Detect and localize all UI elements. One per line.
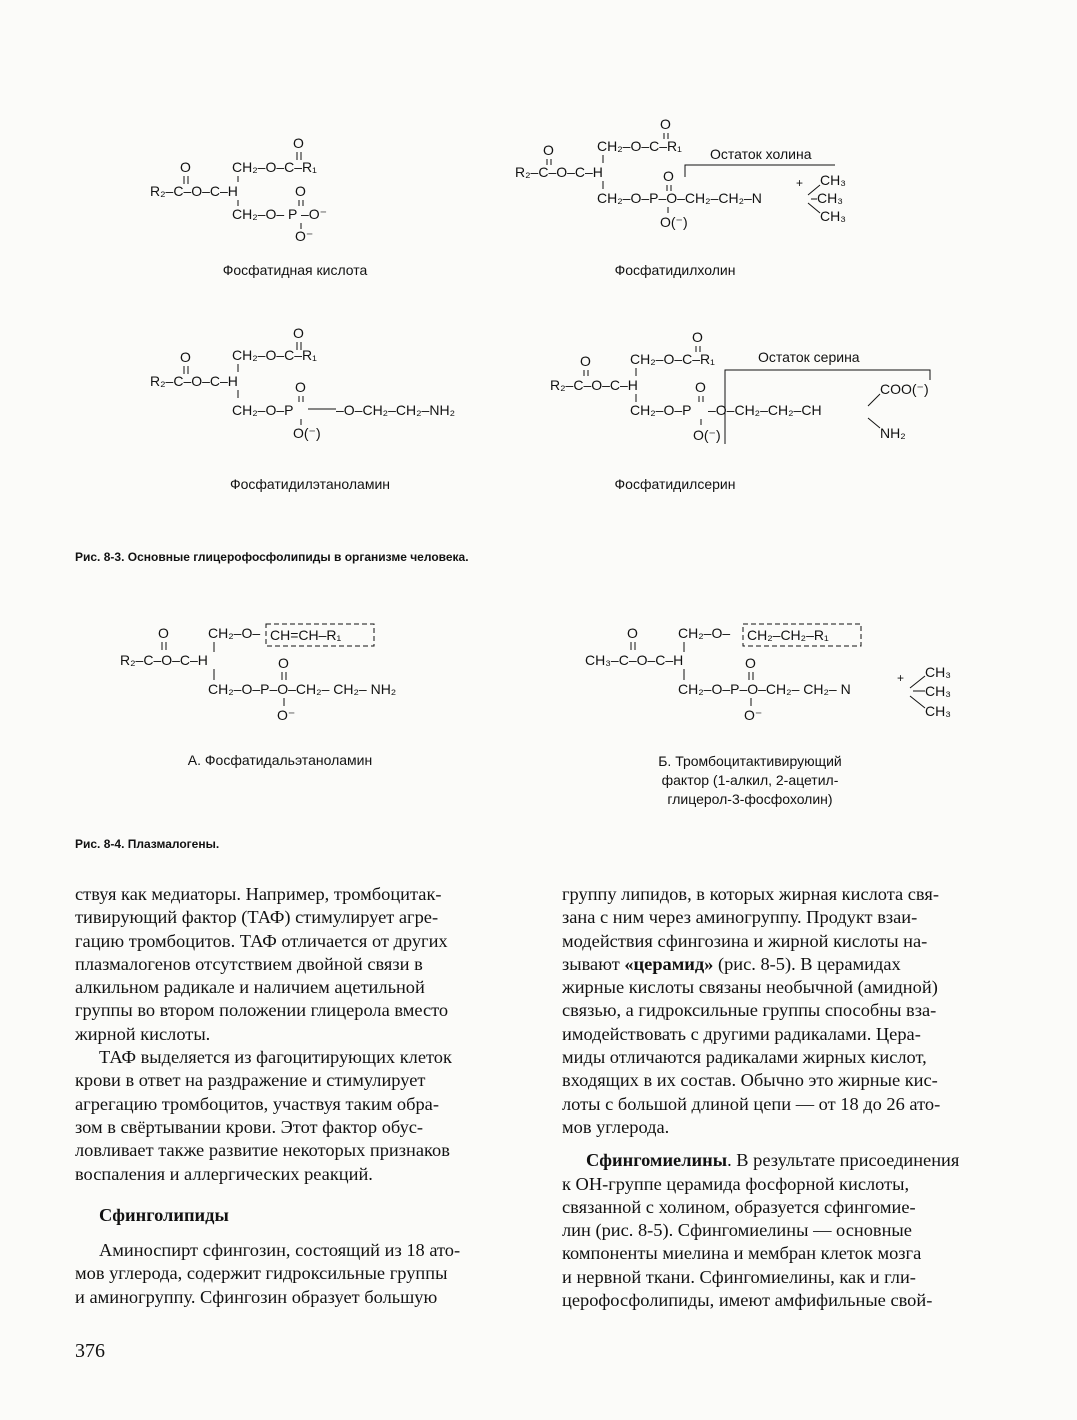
- svg-text:CH₃: CH₃: [925, 664, 951, 680]
- svg-text:R₂–C–O–C–H: R₂–C–O–C–H: [150, 183, 238, 199]
- svg-text:O⁻: O⁻: [744, 707, 763, 723]
- text-fragment: (рис. 8-5). В церамидах: [713, 953, 901, 974]
- svg-text:O: O: [180, 349, 191, 365]
- text-fragment: зывают: [562, 953, 625, 974]
- caption-phosphatidylcholine: Фосфатидилхолин: [614, 262, 736, 278]
- svg-text:CH₂–CH₂–R₁: CH₂–CH₂–R₁: [747, 627, 829, 643]
- text-line: плазмалогенов отсутствием двойной связи в: [75, 953, 423, 974]
- text-line: гацию тромбоцитов. ТАФ отличается от других: [75, 930, 448, 951]
- svg-text:NH₂: NH₂: [880, 425, 906, 441]
- svg-text:+: +: [897, 671, 905, 685]
- text-line: компоненты миелина и мембран клеток мозга: [562, 1243, 922, 1264]
- caption-phosphatidalethanolamine: А. Фосфатидальэтаноламин: [187, 752, 373, 768]
- text-line: Аминоспирт сфингозин, состоящий из 18 ато-: [99, 1240, 461, 1261]
- svg-text:CH₂–O–P: CH₂–O–P: [630, 402, 692, 418]
- text-line: миды отличаются радикалами жирных кислот,: [562, 1047, 927, 1068]
- caption-paf: [610, 752, 890, 809]
- svg-text:–O–CH₂–CH₂–NH₂: –O–CH₂–CH₂–NH₂: [336, 402, 455, 418]
- caption-phosphatidylethanolamine: Фосфатидилэтаноламин: [229, 476, 391, 492]
- structure-phosphatidylethanolamine: [150, 322, 490, 442]
- svg-text:O: O: [295, 183, 306, 199]
- caption-phosphatidylserine: Фосфатидилсерин: [614, 476, 736, 492]
- text-line: алкильном радикале и наличием ацетильной: [75, 977, 425, 998]
- svg-text:O: O: [543, 142, 554, 158]
- svg-text:O: O: [627, 625, 638, 641]
- text-line: связью, а гидроксильные группы способны вза-: [562, 1000, 937, 1021]
- text-line: ловливает также развитие некоторых признаков: [75, 1140, 450, 1161]
- svg-text:O: O: [692, 329, 703, 345]
- structure-platelet-activating-factor: [585, 622, 975, 732]
- svg-text:CH₃: CH₃: [817, 190, 843, 206]
- text-line: связанной с холином, образуется сфингомие-: [562, 1196, 916, 1217]
- caption-paf-line1: Б. Тромбоцитактивирующий: [658, 753, 842, 769]
- svg-text:R₂–C–O–C–H: R₂–C–O–C–H: [150, 373, 238, 389]
- caption-paf-line3: глицерол-3-фосфохолин): [667, 791, 833, 807]
- svg-text:CH=CH–R₁: CH=CH–R₁: [270, 627, 342, 643]
- text-fragment: . В результате присоединения: [727, 1150, 960, 1171]
- svg-text:CH₂–O– P –O⁻: CH₂–O– P –O⁻: [232, 206, 328, 222]
- svg-text:CH₂–O–: CH₂–O–: [678, 625, 731, 641]
- svg-text:CH₂–O–P–O–CH₂– CH₂– NH₂: CH₂–O–P–O–CH₂– CH₂– NH₂: [208, 681, 397, 697]
- svg-text:O: O: [293, 135, 304, 151]
- text-line: и аминогруппу. Сфингозин образует большую: [75, 1286, 438, 1307]
- svg-text:CH₃–C–O–C–H: CH₃–C–O–C–H: [585, 652, 684, 668]
- svg-text:CH₂–O–C–R₁: CH₂–O–C–R₁: [630, 351, 715, 367]
- paragraph: [75, 1239, 535, 1309]
- svg-text:CH₃: CH₃: [925, 703, 951, 719]
- text-line: группы во втором положении глицерола вместо: [75, 1000, 449, 1021]
- svg-text:O: O: [660, 116, 671, 132]
- text-line: имодействовать с другими радикалами. Цера-: [562, 1023, 921, 1044]
- text-line: зом в свёртывании крови. Этот фактор обус-: [75, 1116, 424, 1137]
- paragraph: [75, 883, 535, 1046]
- svg-text:R₂–C–O–C–H: R₂–C–O–C–H: [120, 652, 208, 668]
- text-line: входящих в их состав. Обычно это жирные кис-: [562, 1070, 938, 1091]
- svg-text:Остаток холина: Остаток холина: [710, 146, 812, 162]
- svg-text:O: O: [278, 655, 289, 671]
- paragraph: [562, 1149, 1022, 1312]
- svg-text:O: O: [293, 325, 304, 341]
- section-heading: Сфинголипиды: [99, 1204, 229, 1225]
- svg-text:O: O: [180, 159, 191, 175]
- paragraph: [562, 883, 1022, 1139]
- structure-phosphatidalethanolamine: [120, 622, 480, 732]
- text-line: мов углерода.: [562, 1116, 670, 1137]
- svg-text:CH₂–O–P–O–CH₂–CH₂–N: CH₂–O–P–O–CH₂–CH₂–N: [597, 190, 762, 206]
- svg-text:COO(⁻): COO(⁻): [880, 381, 929, 397]
- caption-phosphatidic-acid: Фосфатидная кислота: [222, 262, 368, 278]
- svg-text:O: O: [663, 168, 674, 184]
- svg-text:O: O: [295, 379, 306, 395]
- svg-text:CH₂–O–C–R₁: CH₂–O–C–R₁: [597, 138, 682, 154]
- left-column: [75, 883, 535, 1309]
- page-number: 376: [75, 1340, 105, 1362]
- svg-text:CH₃: CH₃: [820, 208, 846, 224]
- paragraph: [75, 1046, 535, 1186]
- svg-text:CH₂–O–C–R₁: CH₂–O–C–R₁: [232, 159, 317, 175]
- svg-text:O: O: [745, 655, 756, 671]
- right-column: [562, 883, 1022, 1312]
- structure-phosphatidic-acid: [150, 130, 370, 250]
- svg-text:CH₂–O–P: CH₂–O–P: [232, 402, 294, 418]
- text-line: ТАФ выделяется из фагоцитирующих клеток: [99, 1047, 452, 1068]
- text-line: жирные кислоты связаны необычной (амидной): [562, 977, 938, 998]
- svg-text:O: O: [580, 353, 591, 369]
- svg-text:O(⁻): O(⁻): [660, 214, 688, 230]
- svg-text:–O–CH₂–CH₂–CH: –O–CH₂–CH₂–CH: [708, 402, 822, 418]
- term-ceramide: «церамид»: [624, 953, 714, 974]
- svg-text:O⁻: O⁻: [295, 228, 314, 244]
- svg-text:CH₃: CH₃: [925, 683, 951, 699]
- svg-text:CH₃: CH₃: [820, 172, 846, 188]
- text-line: крови в ответ на раздражение и стимулирует: [75, 1070, 426, 1091]
- svg-text:R₂–C–O–C–H: R₂–C–O–C–H: [515, 164, 603, 180]
- text-line: агрегацию тромбоцитов, участвуя таким обра-: [75, 1093, 439, 1114]
- text-line: группу липидов, в которых жирная кислота свя-: [562, 884, 939, 904]
- svg-text:O(⁻): O(⁻): [693, 427, 721, 443]
- structure-phosphatidylserine: [550, 326, 950, 451]
- svg-text:Остаток серина: Остаток серина: [758, 349, 860, 365]
- text-line: зана с ним через аминогруппу. Продукт взаи-: [562, 907, 918, 928]
- svg-text:O: O: [695, 379, 706, 395]
- term-sphingomyelins: Сфингомиелины: [586, 1150, 728, 1171]
- svg-text:R₂–C–O–C–H: R₂–C–O–C–H: [550, 377, 638, 393]
- svg-text:O: O: [158, 625, 169, 641]
- text-line: и нервной ткани. Сфингомиелины, как и гли-: [562, 1266, 916, 1287]
- text-line: к ОН-группе церамида фосфорной кислоты,: [562, 1173, 910, 1194]
- text-line: модействия сфингозина и жирной кислоты на-: [562, 930, 928, 951]
- text-line: лоты с большой длиной цепи — от 18 до 26 ато-: [562, 1093, 941, 1114]
- text-line: ствуя как медиаторы. Например, тромбоцитак-: [75, 884, 442, 904]
- figure-8-4-title: Рис. 8-4. Плазмалогены.: [75, 837, 220, 851]
- text-line: воспаления и аллергических реакций.: [75, 1163, 373, 1184]
- figure-8-3-title: Рис. 8-3. Основные глицерофосфолипиды в организме человека.: [75, 550, 469, 564]
- svg-text:CH₂–O–P–O–CH₂– CH₂– N: CH₂–O–P–O–CH₂– CH₂– N: [678, 681, 851, 697]
- text-line: жирной кислоты.: [75, 1023, 211, 1044]
- text-line: мов углерода, содержит гидроксильные группы: [75, 1263, 448, 1284]
- text-line: церофосфолипиды, имеют амфифильные свой-: [562, 1290, 933, 1311]
- text-line: лин (рис. 8-5). Сфингомиелины — основные: [562, 1220, 912, 1241]
- text-line: тивирующий фактор (ТАФ) стимулирует агре-: [75, 907, 439, 928]
- svg-text:+: +: [796, 176, 804, 190]
- structure-phosphatidylcholine: [515, 115, 875, 240]
- svg-text:O⁻: O⁻: [277, 707, 296, 723]
- svg-text:CH₂–O–: CH₂–O–: [208, 625, 261, 641]
- caption-paf-line2: фактор (1-алкил, 2-ацетил-: [661, 772, 839, 788]
- svg-text:CH₂–O–C–R₁: CH₂–O–C–R₁: [232, 347, 317, 363]
- svg-text:O(⁻): O(⁻): [293, 425, 321, 441]
